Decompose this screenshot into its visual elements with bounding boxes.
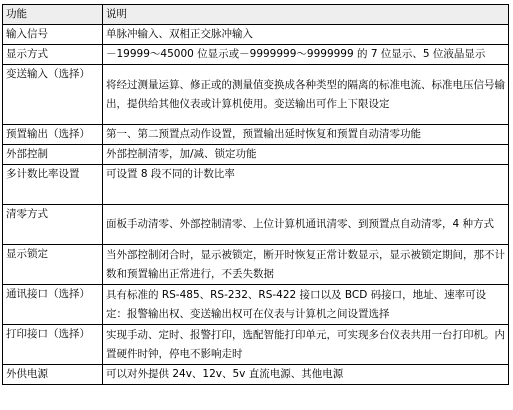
table-row — [3, 125, 509, 145]
feature-cell: 多计数比率设置 — [3, 165, 103, 205]
feature-cell: 外供电源 — [3, 365, 103, 385]
description-cell: 外部控制清零，加/减、锁定功能 — [103, 145, 509, 165]
table-row — [3, 365, 509, 385]
feature-cell: 预置输出（选择） — [3, 125, 103, 145]
feature-cell: 打印接口（选择） — [3, 325, 103, 365]
header-description: 说明 — [103, 5, 509, 25]
table-row — [3, 165, 509, 205]
feature-spec-table — [2, 4, 509, 385]
table-row — [3, 205, 509, 245]
description-cell: －19999～45000 位显示或－9999999～9999999 的 7 位显示、5 位液晶显示 — [103, 45, 509, 65]
description-cell: 具有标准的 RS-485、RS-232、RS-422 接口以及 BCD 码接口，地址、速率可设定：报警输出权、变送输出权可在仪表与计算机之间设置选择 — [103, 285, 509, 325]
description-cell: 实现手动、定时、报警打印，选配智能打印单元，可实现多台仪表共用一台打印机。内置硬件时钟，停电不影响走时 — [103, 325, 509, 365]
description-cell: 可以对外提供 24v、12v、5v 直流电源、其他电源 — [103, 365, 509, 385]
feature-cell: 外部控制 — [3, 145, 103, 165]
table-header-row — [3, 5, 509, 25]
description-cell: 将经过测量运算、修正或的测量值变换成各种类型的隔离的标准电流、标准电压信号输出，提供给其他仪表或计算机使用。变送输出可作上下限设定 — [103, 65, 509, 125]
description-cell: 当外部控制闭合时，显示被锁定，断开时恢复正常计数显示，显示被锁定期间，那不计数和预置输出正常进行，不丢失数据 — [103, 245, 509, 285]
table-row — [3, 25, 509, 45]
feature-cell: 显示锁定 — [3, 245, 103, 285]
description-cell: 单脉冲输入、双相正交脉冲输入 — [103, 25, 509, 45]
description-cell: 第一、第二预置点动作设置，预置输出延时恢复和预置自动清零功能 — [103, 125, 509, 145]
table-row — [3, 65, 509, 125]
feature-cell: 变送输入（选择） — [3, 65, 103, 125]
table-row — [3, 325, 509, 365]
header-feature: 功能 — [3, 5, 103, 25]
table-row — [3, 145, 509, 165]
feature-cell: 清零方式 — [3, 205, 103, 245]
table-row — [3, 245, 509, 285]
feature-cell: 输入信号 — [3, 25, 103, 45]
table-row — [3, 45, 509, 65]
table-row — [3, 285, 509, 325]
feature-cell: 显示方式 — [3, 45, 103, 65]
feature-cell: 通讯接口（选择） — [3, 285, 103, 325]
description-cell: 面板手动清零、外部控制清零、上位计算机通讯清零、到预置点自动清零，4 种方式 — [103, 205, 509, 245]
description-cell: 可设置 8 段不同的计数比率 — [103, 165, 509, 205]
